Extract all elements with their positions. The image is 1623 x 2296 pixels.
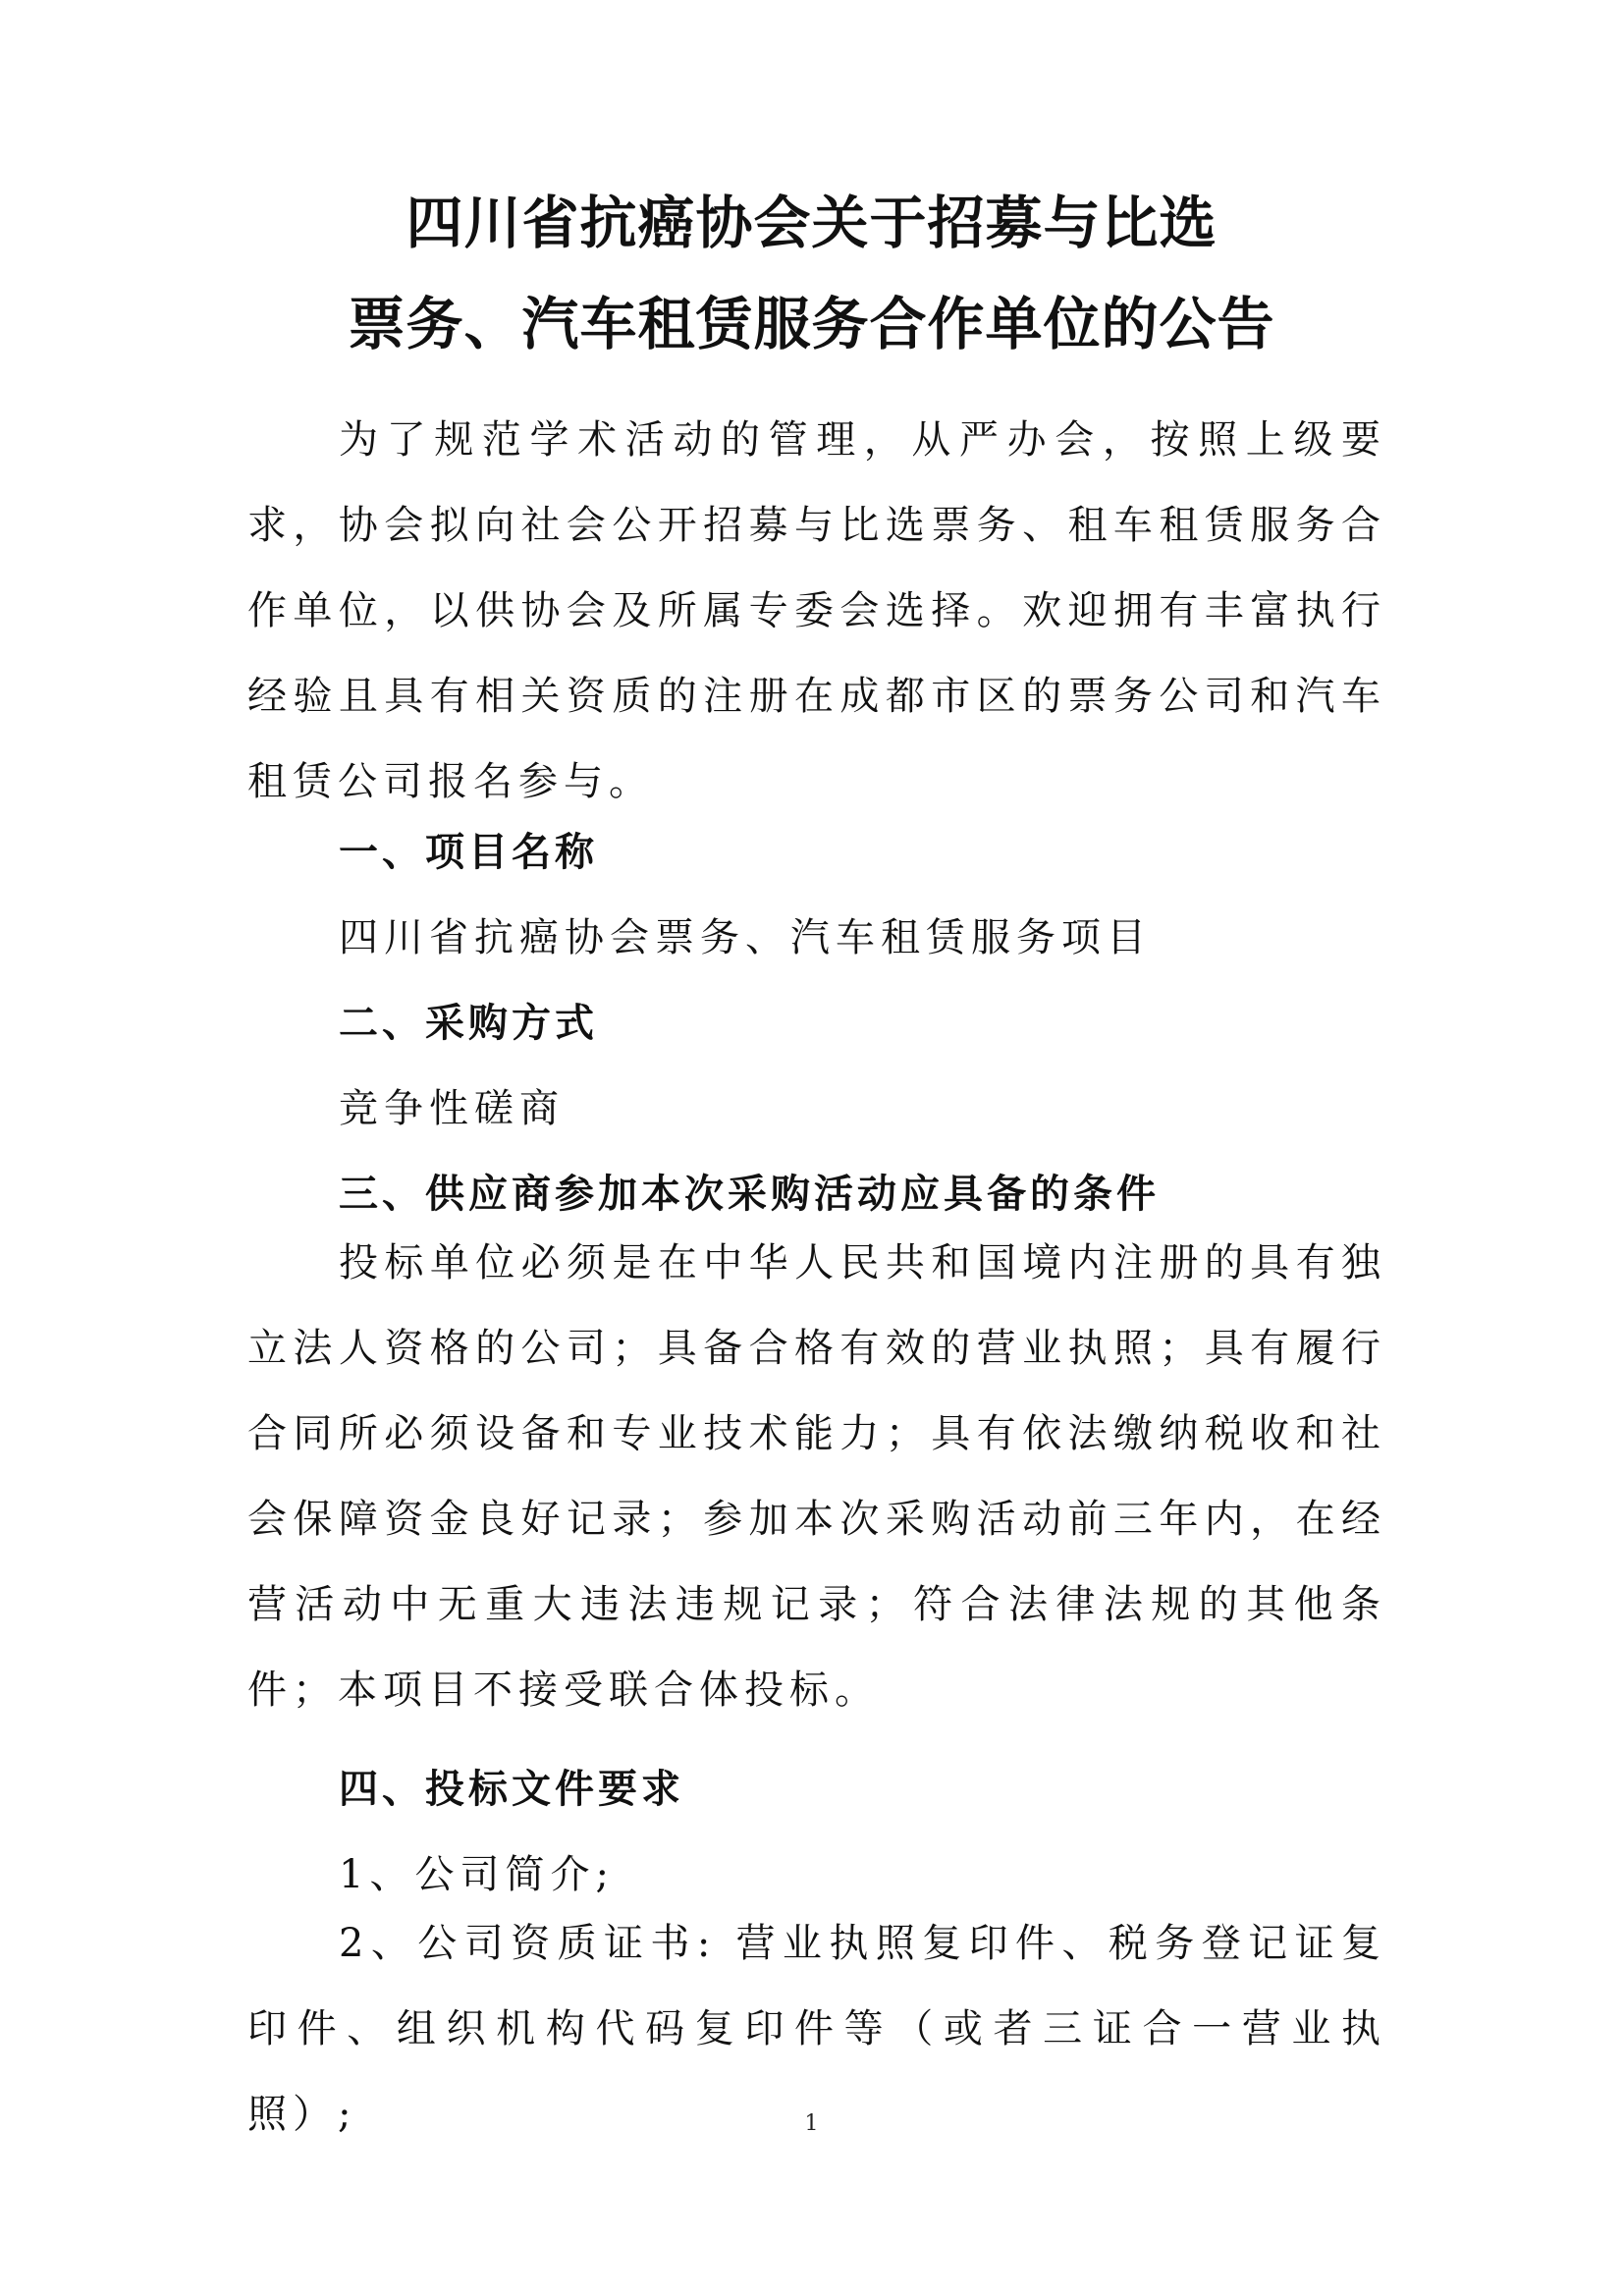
intro-paragraph: 为了规范学术活动的管理，从严办会，按照上级要求，协会拟向社会公开招募与比选票务、租车租赁服务合作单位，以供协会及所属专委会选择。欢迎拥有丰富执行经验且具有相关资质的注册在成都市区的票务公司和汽车租赁公司报名参与。 xyxy=(247,417,1386,804)
section1-heading: 一、项目名称 xyxy=(339,830,598,875)
section4-heading: 四、投标文件要求 xyxy=(339,1767,684,1812)
section3-heading: 三、供应商参加本次采购活动应具备的条件 xyxy=(339,1172,1160,1217)
section2-body: 竞争性磋商 xyxy=(339,1086,565,1131)
section2-heading: 二、采购方式 xyxy=(339,1001,598,1046)
document-title-line1: 四川省抗癌协会关于招募与比选 xyxy=(406,190,1217,256)
section3-body: 投标单位必须是在中华人民共和国境内注册的具有独立法人资格的公司；具备合格有效的营业执照；具有履行合同所必须设备和专业技术能力；具有依法缴纳税收和社会保障资金良好记录；参加本次采购活动前三年内，在经营活动中无重大违法违规记录；符合法律法规的其他条件；本项目不接受联合体投标。 xyxy=(247,1240,1386,1713)
document-title-line2: 票务、汽车租赁服务合作单位的公告 xyxy=(348,291,1275,357)
section1-body: 四川省抗癌协会票务、汽车租赁服务项目 xyxy=(339,915,1152,960)
section4-item2: 2、公司资质证书: 营业执照复印件、税务登记证复印件、组织机构代码复印件等（或者三证合一营业执照）; xyxy=(247,1921,1386,2137)
page-number: 1 xyxy=(804,2111,819,2136)
section4-item1: 1、公司简介; xyxy=(339,1852,615,1897)
